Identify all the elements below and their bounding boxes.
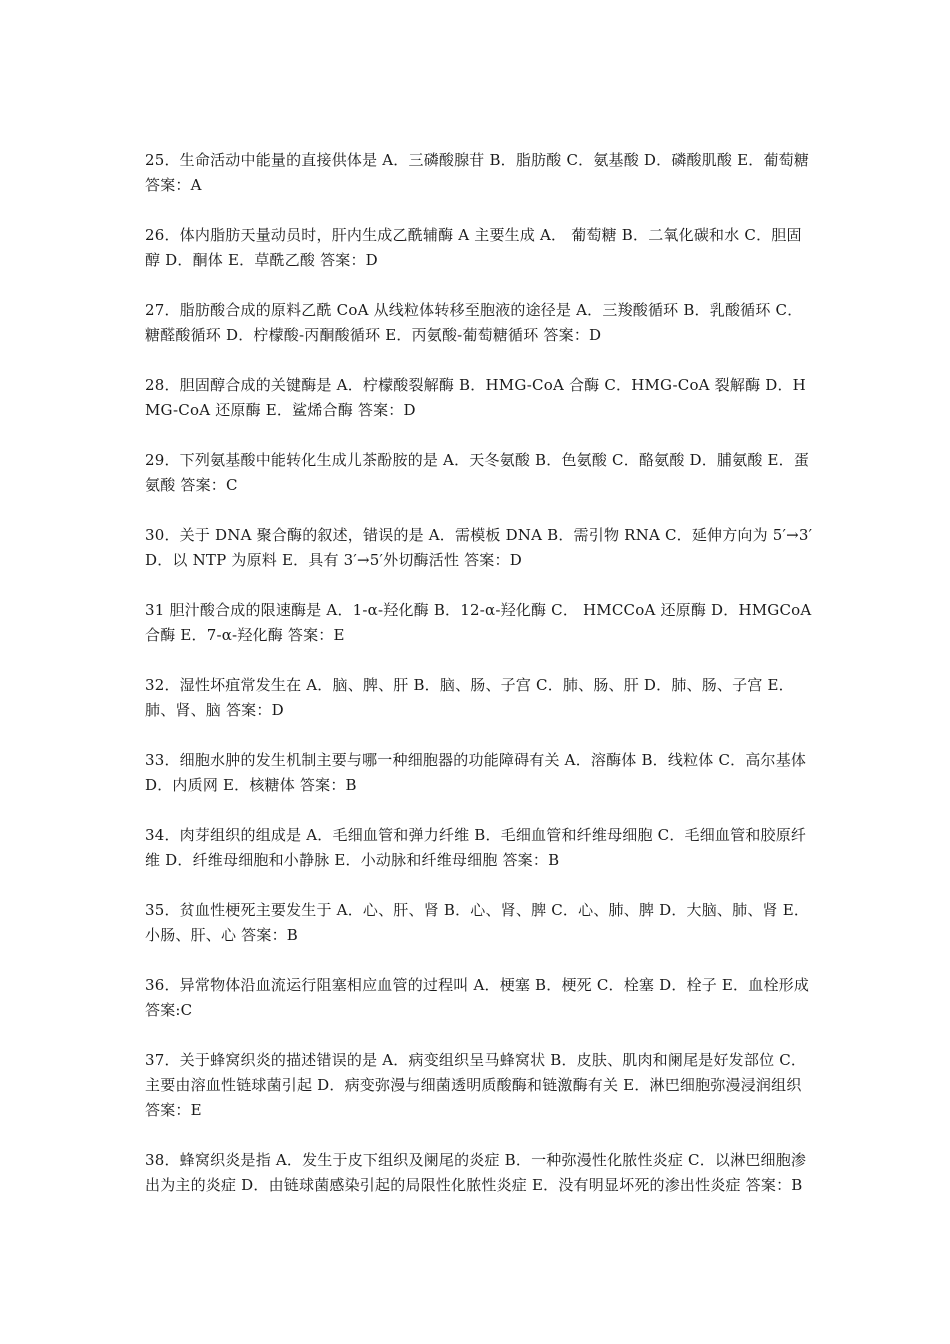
question-27: 27．脂肪酸合成的原料乙酰 CoA 从线粒体转移至胞液的途径是 A．三羧酸循环 B．乳酸循环 C．糖醛酸循环 D．柠檬酸-丙酮酸循环 E．丙氨酸-葡萄糖循环 答案：D — [145, 301, 803, 344]
question-33: 33．细胞水肿的发生机制主要与哪一种细胞器的功能障碍有关 A．溶酶体 B．线粒体 C．高尔基体 D．内质网 E．核糖体 答案：B — [145, 751, 807, 794]
question-28: 28．胆固醇合成的关键酶是 A．柠檬酸裂解酶 B．HMG-CoA 合酶 C．HMG-CoA 裂解酶 D．HMG-CoA 还原酶 E．鲨烯合酶 答案：D — [145, 376, 806, 419]
document-page — [145, 148, 813, 1223]
question-29: 29．下列氨基酸中能转化生成儿茶酚胺的是 A．天冬氨酸 B．色氨酸 C．酪氨酸 D．脯氨酸 E．蛋氨酸 答案：C — [145, 451, 810, 494]
question-37: 37．关于蜂窝织炎的描述错误的是 A．病变组织呈马蜂窝状 B．皮肤、肌肉和阑尾是好发部位 C．主要由溶血性链球菌引起 D．病变弥漫与细菌透明质酸酶和链激酶有关 E．淋巴细胞弥漫浸润组织 答案：E — [145, 1051, 807, 1119]
question-31: 31 胆汁酸合成的限速酶是 A．1-α-羟化酶 B．12-α-羟化酶 C． HMCCoA 还原酶 D．HMGCoA 合酶 E．7-α-羟化酶 答案：E — [145, 601, 812, 644]
question-25: 25．生命活动中能量的直接供体是 A．三磷酸腺苷 B．脂肪酸 C．氨基酸 D．磷酸肌酸 E．葡萄糖 答案：A — [145, 151, 810, 194]
question-34: 34．肉芽组织的组成是 A．毛细血管和弹力纤维 B．毛细血管和纤维母细胞 C．毛细血管和胶原纤维 D．纤维母细胞和小静脉 E．小动脉和纤维母细胞 答案：B — [145, 826, 807, 869]
question-32: 32．湿性坏疽常发生在 A．脑、脾、肝 B．脑、肠、子宫 C．肺、肠、肝 D．肺、肠、子宫 E．肺、肾、脑 答案：D — [145, 676, 794, 719]
question-30: 30．关于 DNA 聚合酶的叙述，错误的是 A．需模板 DNA B．需引物 RNA C．延伸方向为 5′→3′ D．以 NTP 为原料 E．具有 3′→5′外切酶活性 答案：D — [145, 526, 813, 569]
question-35: 35．贫血性梗死主要发生于 A．心、肝、肾 B．心、肾、脾 C．心、肺、脾 D．大脑、肺、肾 E．小肠、肝、心 答案：B — [145, 901, 810, 944]
question-36: 36．异常物体沿血流运行阻塞相应血管的过程叫 A．梗塞 B．梗死 C．栓塞 D．栓子 E．血栓形成 答案:C — [145, 976, 810, 1019]
question-26: 26．体内脂肪天量动员时，肝内生成乙酰辅酶 A 主要生成 A． 葡萄糖 B．二氧化碳和水 C．胆固醇 D．酮体 E．草酰乙酸 答案：D — [145, 226, 802, 269]
question-38: 38．蜂窝织炎是指 A．发生于皮下组织及阑尾的炎症 B．一种弥漫性化脓性炎症 C．以淋巴细胞渗出为主的炎症 D．由链球菌感染引起的局限性化脓性炎症 E．没有明显坏死的渗出性炎症 答案：B — [145, 1151, 807, 1194]
